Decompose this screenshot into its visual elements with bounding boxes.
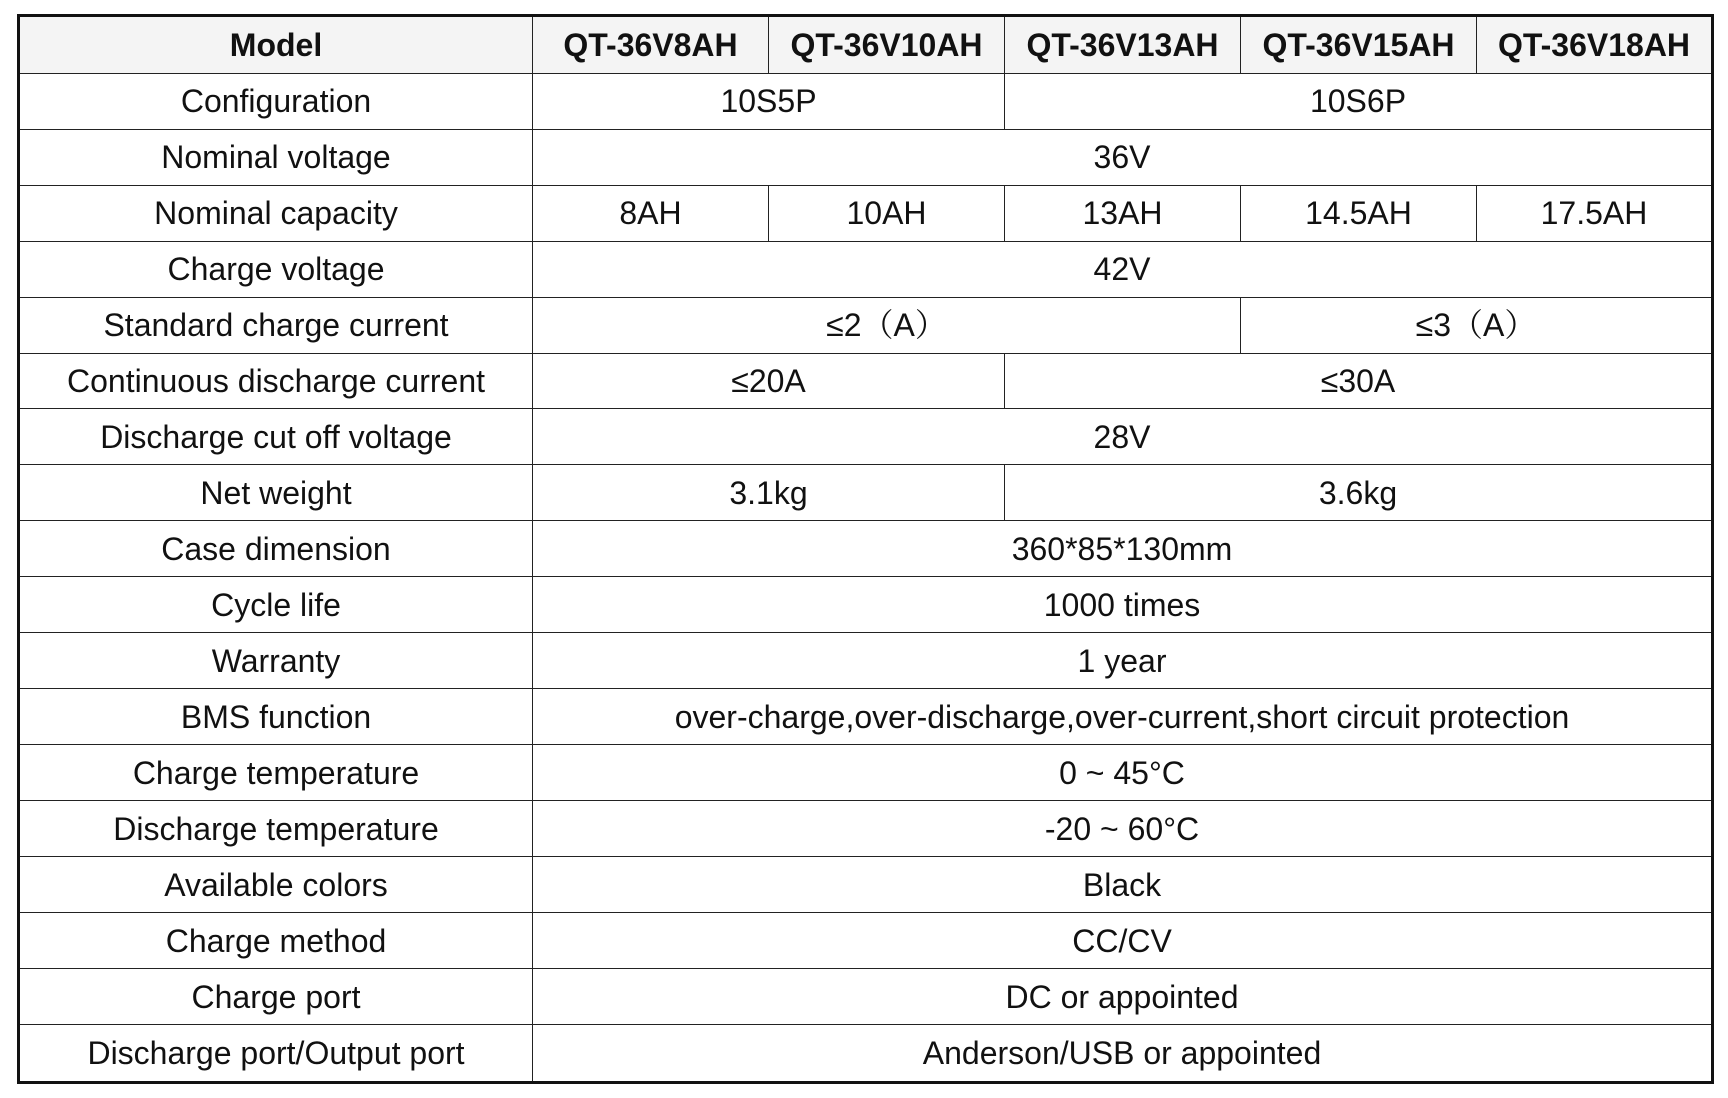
spec-parameter-label: Standard charge current <box>19 297 533 353</box>
spec-value-cell: 14.5AH <box>1241 185 1477 241</box>
spec-parameter-label: BMS function <box>19 689 533 745</box>
spec-parameter-label: Charge voltage <box>19 241 533 297</box>
spec-parameter-label: Charge method <box>19 913 533 969</box>
spec-value-cell: 17.5AH <box>1477 185 1713 241</box>
spec-row <box>19 241 1713 297</box>
spec-parameter-label: Available colors <box>19 857 533 913</box>
spec-row <box>19 353 1713 409</box>
spec-value-cell: 8AH <box>533 185 769 241</box>
spec-parameter-label: Discharge port/Output port <box>19 1025 533 1083</box>
spec-value-cell: 10S5P <box>533 73 1005 129</box>
spec-value-cell: 13AH <box>1005 185 1241 241</box>
spec-row <box>19 801 1713 857</box>
spec-value-cell: 1 year <box>533 633 1713 689</box>
spec-row <box>19 857 1713 913</box>
spec-value-cell: DC or appointed <box>533 969 1713 1025</box>
spec-value-cell: 28V <box>533 409 1713 465</box>
spec-row <box>19 1025 1713 1083</box>
spec-row <box>19 297 1713 353</box>
spec-row <box>19 969 1713 1025</box>
spec-parameter-label: Nominal capacity <box>19 185 533 241</box>
spec-row <box>19 185 1713 241</box>
spec-value-cell: ≤2（A） <box>533 297 1241 353</box>
header-row <box>19 16 1713 74</box>
spec-parameter-label: Cycle life <box>19 577 533 633</box>
spec-value-cell: 10S6P <box>1005 73 1713 129</box>
spec-value-cell: over-charge,over-discharge,over-current,short circuit protection <box>533 689 1713 745</box>
spec-value-cell: ≤20A <box>533 353 1005 409</box>
spec-value-cell: 1000 times <box>533 577 1713 633</box>
spec-value-cell: -20 ~ 60°C <box>533 801 1713 857</box>
spec-value-cell: CC/CV <box>533 913 1713 969</box>
spec-row <box>19 521 1713 577</box>
header-model-name: QT-36V13AH <box>1005 16 1241 74</box>
header-model-name: QT-36V10AH <box>769 16 1005 74</box>
header-model-label: Model <box>19 16 533 74</box>
spec-value-cell: 3.1kg <box>533 465 1005 521</box>
spec-row <box>19 129 1713 185</box>
spec-row <box>19 465 1713 521</box>
spec-parameter-label: Warranty <box>19 633 533 689</box>
spec-parameter-label: Continuous discharge current <box>19 353 533 409</box>
spec-row <box>19 689 1713 745</box>
spec-table-body <box>19 16 1713 1083</box>
spec-parameter-label: Configuration <box>19 73 533 129</box>
spec-value-cell: 0 ~ 45°C <box>533 745 1713 801</box>
spec-parameter-label: Charge port <box>19 969 533 1025</box>
spec-value-cell: 36V <box>533 129 1713 185</box>
spec-value-cell: 10AH <box>769 185 1005 241</box>
spec-value-cell: 3.6kg <box>1005 465 1713 521</box>
header-model-name: QT-36V18AH <box>1477 16 1713 74</box>
header-model-name: QT-36V8AH <box>533 16 769 74</box>
spec-row <box>19 577 1713 633</box>
spec-row <box>19 745 1713 801</box>
spec-parameter-label: Discharge temperature <box>19 801 533 857</box>
spec-row <box>19 73 1713 129</box>
spec-value-cell: Anderson/USB or appointed <box>533 1025 1713 1083</box>
spec-row <box>19 913 1713 969</box>
spec-parameter-label: Nominal voltage <box>19 129 533 185</box>
spec-parameter-label: Net weight <box>19 465 533 521</box>
spec-row <box>19 633 1713 689</box>
spec-value-cell: ≤3（A） <box>1241 297 1713 353</box>
spec-parameter-label: Discharge cut off voltage <box>19 409 533 465</box>
spec-parameter-label: Charge temperature <box>19 745 533 801</box>
header-model-name: QT-36V15AH <box>1241 16 1477 74</box>
spec-value-cell: 360*85*130mm <box>533 521 1713 577</box>
battery-spec-table <box>17 14 1714 1084</box>
spec-value-cell: Black <box>533 857 1713 913</box>
spec-row <box>19 409 1713 465</box>
spec-parameter-label: Case dimension <box>19 521 533 577</box>
spec-value-cell: ≤30A <box>1005 353 1713 409</box>
spec-value-cell: 42V <box>533 241 1713 297</box>
